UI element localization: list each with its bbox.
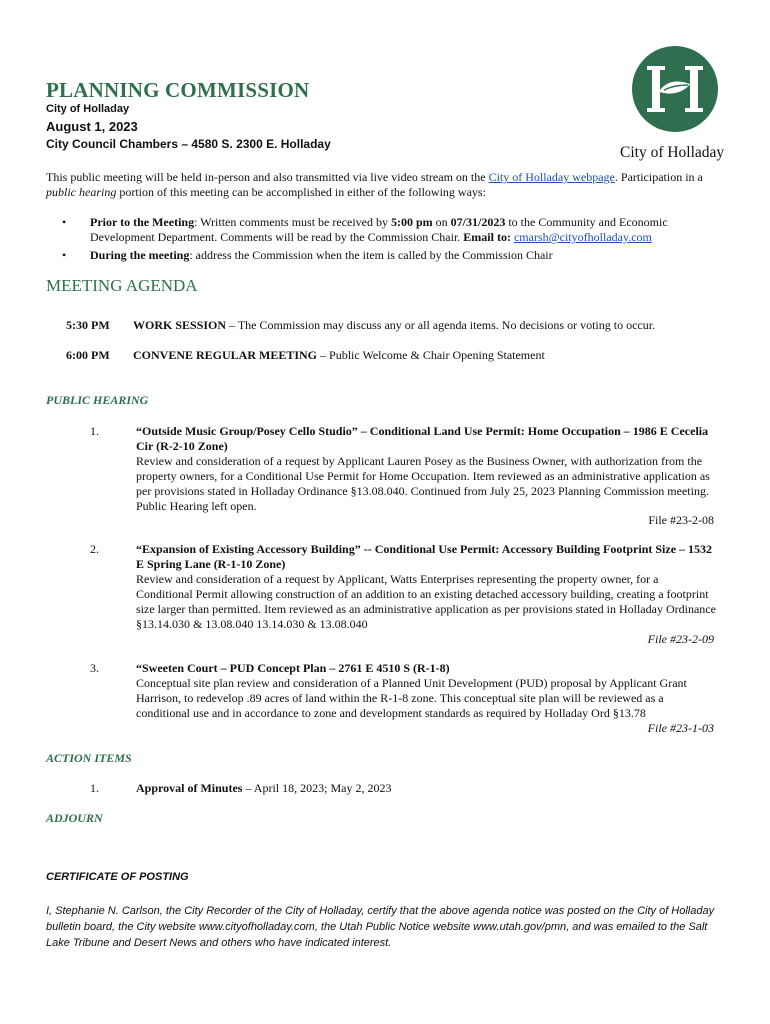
page-subtitle: City of Holladay [46, 103, 130, 115]
intro-italic-text: public hearing [46, 185, 117, 199]
agenda-row [66, 348, 746, 364]
certificate-text: I, Stephanie N. Carlson, the City Recorder of the City of Holladay, certify that the above agenda notice was posted on the City of Holladay bulletin board, the City website www.cityofholladay.com, the Utah Public Notice website www.utah.gov/pmn, and was emailed to the Salt Lake Tribune and Desert News and others who have indicated interest. [46, 905, 715, 949]
intro-text: This public meeting will be held in-person and also transmitted via live video stream on the [46, 170, 489, 184]
bullet-label: Prior to the Meeting [90, 215, 195, 229]
item-body: Conceptual site plan review and consideration of a Planned Unit Development (PUD) proposal by Applicant Grant Harrison, to redevelop .89 acres of land within the R-1-8 zone. This conceptual site plan will be reviewed as a conditional use and in accordance to zone and development standards as required by Holladay Ord §13.78 [136, 676, 687, 720]
agenda-row [66, 318, 746, 334]
agenda-label: CONVENE REGULAR MEETING [133, 348, 318, 362]
public-hearing-heading: PUBLIC HEARING [46, 393, 149, 407]
hearing-item [136, 542, 716, 632]
item-number: 3. [90, 661, 99, 675]
city-webpage-link[interactable]: City of Holladay webpage [488, 170, 615, 184]
list-item [62, 248, 722, 263]
hearing-item [136, 424, 716, 514]
bullet-label: During the meeting [90, 248, 190, 262]
item-body: Review and consideration of a request by Applicant, Watts Enterprises representing the property owner, for a Conditional Permit allowing construction of an addition to an existing detached accessory building, creating a footprint size larger than permitted. Item reviewed as an administrative application as per provisions stated in Holladay Ordinance §13.14.030 & 13.08.040 13.14.030 & 13.08.040 [136, 572, 716, 631]
agenda-time: 6:00 PM [66, 348, 110, 362]
bullet-text: : address the Commission when the item is called by the Commission Chair [189, 248, 553, 262]
action-items-heading: ACTION ITEMS [46, 751, 132, 765]
item-title: “Outside Music Group/Posey Cello Studio” – Conditional Land Use Permit: Home Occupation – 1986 E Cecelia Cir (R-2-10 Zone) [136, 424, 709, 453]
action-item [136, 781, 716, 796]
item-number: 2. [90, 542, 99, 556]
file-number: File #23-2-08 [648, 513, 714, 527]
email-link[interactable]: cmarsh@cityofholladay.com [513, 230, 652, 244]
deadline-date: 07/31/2023 [450, 215, 506, 229]
bullet-text: on [432, 215, 451, 229]
agenda-text: – The Commission may discuss any or all agenda items. No decisions or voting to occur. [226, 318, 656, 332]
agenda-time: 5:30 PM [66, 318, 110, 332]
logo-caption: City of Holladay [620, 144, 725, 161]
item-number: 1. [90, 781, 99, 795]
deadline-time: 5:00 pm [391, 215, 433, 229]
page-title: PLANNING COMMISSION [46, 78, 310, 102]
item-body: Review and consideration of a request by Applicant Lauren Posey as the Business Owner, with authorization from the property owners, for a Conditional Use Permit for Home Occupation. Item reviewed as an administrative application as per provisions stated in Holladay Ordinance §13.08.040. Continued from July 25, 2023 Planning Commission meeting. Public Hearing left open. [136, 454, 710, 513]
list-item [62, 215, 722, 245]
intro-paragraph [46, 170, 726, 200]
item-number: 1. [90, 424, 99, 438]
action-item-label: Approval of Minutes [136, 781, 243, 795]
file-number: File #23-1-03 [647, 721, 714, 735]
bullet-icon: • [62, 248, 67, 262]
agenda-text: – Public Welcome & Chair Opening Statement [317, 348, 545, 362]
intro-text: portion of this meeting can be accomplished in either of the following ways: [116, 185, 486, 199]
action-item-text: – April 18, 2023; May 2, 2023 [242, 781, 392, 795]
meeting-date: August 1, 2023 [46, 119, 138, 134]
item-title: “Expansion of Existing Accessory Building” -- Conditional Use Permit: Accessory Building Footprint Size – 1532 E Spring Lane (R-1-10 Zone) [136, 542, 713, 571]
bullet-icon: • [62, 215, 67, 229]
agenda-desc [133, 318, 733, 333]
email-label: Email to: [463, 230, 511, 244]
agenda-desc [133, 348, 733, 363]
item-title: “Sweeten Court – PUD Concept Plan – 2761 E 4510 S (R-1-8) [136, 661, 450, 675]
certificate-heading: CERTIFICATE OF POSTING [46, 871, 189, 883]
agenda-heading: MEETING AGENDA [46, 276, 198, 295]
file-number: File #23-2-09 [647, 632, 714, 646]
city-logo-icon [632, 46, 718, 132]
hearing-item [136, 661, 716, 721]
participation-list [62, 215, 722, 266]
intro-text: . Participation in a [614, 170, 703, 184]
bullet-text: : Written comments must be received by [194, 215, 391, 229]
adjourn-heading: ADJOURN [46, 811, 103, 825]
bullet-text: to the Community and Economic Development Department. Comments will be read by the Commission Chair. [90, 215, 668, 244]
meeting-location: City Council Chambers – 4580 S. 2300 E. Holladay [46, 137, 331, 151]
agenda-label: WORK SESSION [133, 318, 227, 332]
